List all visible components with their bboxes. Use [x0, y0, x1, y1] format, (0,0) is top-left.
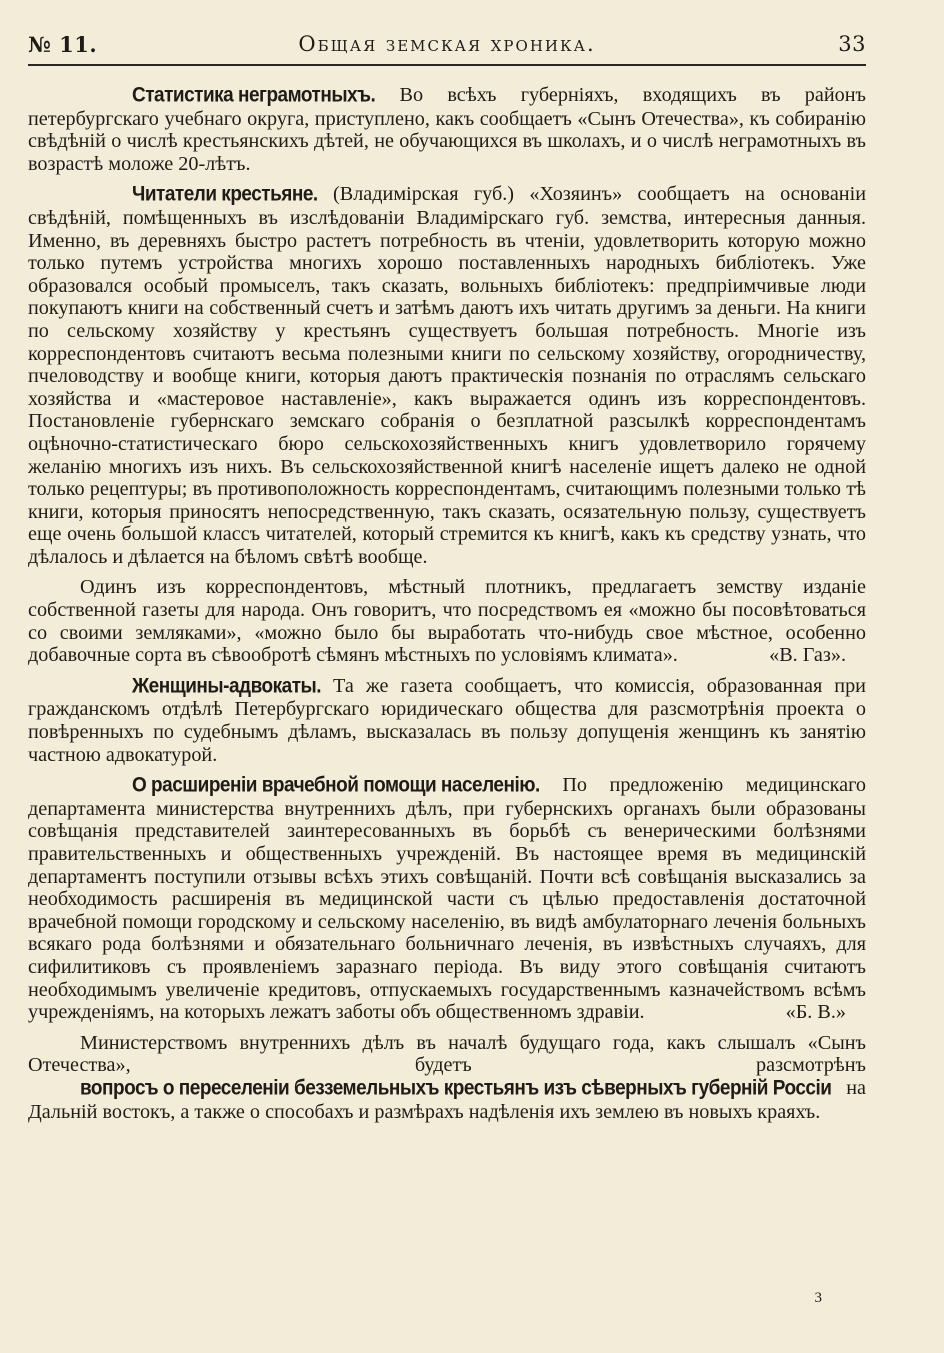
article-text: на Дальній востокъ, а также о способахъ и размѣрахъ надѣленія ихъ землею въ новыхъ краяхъ.: [28, 1076, 866, 1123]
article-heading: О расширеніи врачебной помощи населенію.: [132, 773, 540, 798]
page-body: [28, 84, 866, 1123]
issue-number: № 11.: [28, 32, 98, 57]
article-heading: Женщины-адвокаты.: [132, 674, 322, 699]
article-peasant-readers: [28, 183, 866, 568]
article-signature: «Б. В.»: [785, 1001, 846, 1024]
article-text: Та же газета сообщаетъ, что комиссія, образованная при гражданскомъ отдѣлѣ Петербургскаго юридическаго общества для разсмотрѣнія проекта о повѣренныхъ по судебнымъ дѣламъ, высказалась въ пользу допущенія женщинъ къ занятію частною адвокатурой.: [28, 674, 866, 766]
article-heading: вопросъ о переселеніи безземельныхъ крестьянъ изъ сѣверныхъ губерній Россіи: [80, 1076, 832, 1101]
article-heading: Читатели крестьяне.: [132, 183, 318, 207]
header-rule: [28, 64, 866, 66]
page-header: [28, 28, 866, 60]
page-number: 33: [838, 32, 866, 56]
running-title: Общая земская хроника.: [298, 32, 596, 56]
article-peasant-readers-continuation: [28, 576, 866, 666]
article-text: Одинъ изъ корреспондентовъ, мѣстный плотникъ, предлагаетъ земству изданіе собственной газеты для народа. Онъ говоритъ, что посредствомъ ея «можно бы посовѣтоваться со своими земляками», «можно было бы выработать что-нибудь свое мѣстное, особенно добавочные сорта въ сѣвообротѣ сѣмянъ мѣстныхъ по условіямъ климата».: [28, 576, 866, 667]
article-text: (Владимірская губ.) «Хозяинъ» сообщаетъ на основаніи свѣдѣній, помѣщенныхъ въ изслѣдованіи Владимірскаго губ. земства, интересныя данныя. Именно, въ деревняхъ быстро растетъ потребность въ чтеніи, удовлетворить которую можно только путемъ устройства многихъ хорошо поставленныхъ народныхъ библіотекъ. Уже образовался особый промыселъ, такъ сказать, вольныхъ библіотекъ: предпріимчивые люди покупаютъ книги на собственный счетъ и затѣмъ даютъ ихъ читать другимъ за деньги. На книги по сельскому хозяйству у крестьянъ существуетъ большая потребность. Многіе изъ корреспондентовъ считаютъ весьма полезными книги по сельскому хозяйству, огородничеству, пчеловодству и вообще книги, которыя даютъ практическія познанія по отраслямъ сельскаго хозяйства и «мастеровое наставленіе», какъ выражается одинъ изъ корреспондентовъ. Постановленіе губернскаго земскаго собранія о безплатной разсылкѣ корреспондентамъ оцѣночно-статистическаго бюро сельскохозяйственныхъ книгъ удовлетворило горячему желанію многихъ изъ нихъ. Въ сельскохозяйственной книгѣ населеніе ищетъ далеко не одной только рецептуры; въ противоположность корреспондентамъ, считающимъ полезными только тѣ книги, которыя приносятъ непосредственную, такъ сказать, осязательную пользу, существуетъ еще очень большой классъ читателей, который стремится къ книгѣ, какъ къ средству узнать, что дѣлалось и дѣлается на бѣломъ свѣтѣ вообще.: [28, 183, 866, 568]
article-medical-aid: [28, 774, 866, 1024]
article-heading: Статистика неграмотныхъ.: [132, 83, 376, 108]
article-lead: Министерствомъ внутреннихъ дѣлъ въ началѣ будущаго года, какъ слышалъ «Сынъ Отечества», будетъ разсмотрѣнъ: [28, 1031, 866, 1077]
article-text: По предложенію медицинскаго департамента министерства внутреннихъ дѣлъ, при губернскихъ органахъ были образованы совѣщанія представителей заинтересованныхъ въ борьбѣ съ венерическими болѣзнями правительственныхъ и общественныхъ учрежденій. Въ настоящее время въ медицинскій департаментъ поступили отзывы всѣхъ этихъ совѣщаній. Почти всѣ совѣщанія высказались за необходимость расширенія въ медицинской части съ цѣлью предоставленія достаточной врачебной помощи городскому и сельскому населенію, въ видѣ амбулаторнаго леченія больныхъ всякаго рода болѣзнями и обязательнаго больничнаго леченія, въ извѣстныхъ случаяхъ, для сифилитиковъ съ проявленіемъ заразнаго періода. Въ виду этого совѣщанія считаютъ необходимымъ увеличеніе кредитовъ, отпускаемыхъ государственнымъ казначействомъ всѣмъ учрежденіямъ, на которыхъ лежатъ заботы объ общественномъ здравіи.: [28, 774, 866, 1024]
article-signature: «В. Газ».: [769, 644, 846, 667]
article-text: Во всѣхъ губерніяхъ, входящихъ въ районъ петербургскаго учебнаго округа, приступлено, какъ сообщаетъ «Сынъ Отечества», къ собиранію свѣдѣній о числѣ крестьянскихъ дѣтей, не обучающихся въ школахъ, и о числѣ неграмотныхъ въ возрастѣ моложе 20-лѣтъ.: [28, 84, 866, 175]
article-resettlement: [28, 1032, 866, 1123]
article-women-lawyers: [28, 675, 866, 766]
article-illiterate-statistics: [28, 84, 866, 175]
signature-mark: 3: [814, 1290, 822, 1306]
